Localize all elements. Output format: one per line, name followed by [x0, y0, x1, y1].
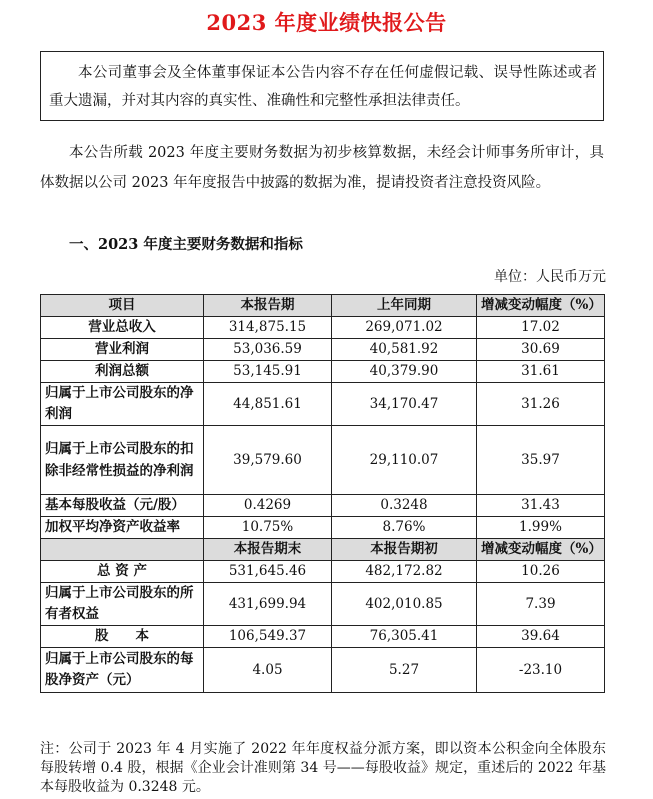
- table-row: [41, 648, 605, 693]
- header-cell: [41, 539, 204, 561]
- change-value: 31.26: [477, 383, 605, 426]
- change-value: 31.43: [477, 495, 605, 517]
- prior-value: 40,379.90: [332, 361, 477, 383]
- current-value: 53,036.59: [204, 339, 332, 361]
- page-title: 2023 年度业绩快报公告: [206, 10, 447, 35]
- table-row: [41, 426, 605, 495]
- prior-value: 8.76%: [332, 517, 477, 539]
- header-cell: 本报告期: [204, 295, 332, 317]
- change-value: 10.26: [477, 561, 605, 583]
- change-value: 17.02: [477, 317, 605, 339]
- change-value: 1.99%: [477, 517, 605, 539]
- table-row: [41, 583, 605, 626]
- header-cell: 上年同期: [332, 295, 477, 317]
- row-label: 利润总额: [41, 361, 204, 383]
- financial-data-table: [40, 294, 605, 693]
- row-label: 归属于上市公司股东的所有者权益: [41, 583, 204, 626]
- prior-value: 34,170.47: [332, 383, 477, 426]
- prior-value: 0.3248: [332, 495, 477, 517]
- current-value: 431,699.94: [204, 583, 332, 626]
- row-label: 加权平均净资产收益率: [41, 517, 204, 539]
- table-row: [41, 383, 605, 426]
- section-heading: 一、2023 年度主要财务数据和指标: [69, 236, 303, 253]
- current-value: 4.05: [204, 648, 332, 693]
- change-value: 31.61: [477, 361, 605, 383]
- row-label: 营业利润: [41, 339, 204, 361]
- current-value: 314,875.15: [204, 317, 332, 339]
- header-cell: 本报告期末: [204, 539, 332, 561]
- row-label: 基本每股收益（元/股）: [41, 495, 204, 517]
- current-value: 531,645.46: [204, 561, 332, 583]
- intro-paragraph: 本公告所载 2023 年度主要财务数据为初步核算数据，未经会计师事务所审计，具体数据以公司 2023 年年度报告中披露的数据为准，提请投资者注意投资风险。: [40, 145, 604, 191]
- row-label: 归属于上市公司股东的扣除非经常性损益的净利润: [41, 426, 204, 495]
- table-header-row: [41, 295, 605, 317]
- disclaimer-box: 本公司董事会及全体董事保证本公告内容不存在任何虚假记载、误导性陈述或者重大遗漏，并对其内容的真实性、准确性和完整性承担法律责任。: [40, 51, 604, 121]
- header-cell: 本报告期初: [332, 539, 477, 561]
- prior-value: 269,071.02: [332, 317, 477, 339]
- current-value: 106,549.37: [204, 626, 332, 648]
- table-row: [41, 361, 605, 383]
- prior-value: 482,172.82: [332, 561, 477, 583]
- header-cell: 增减变动幅度（%）: [477, 295, 605, 317]
- unit-label: 单位：人民币万元: [494, 269, 606, 285]
- row-label: 营业总收入: [41, 317, 204, 339]
- prior-value: 5.27: [332, 648, 477, 693]
- change-value: 39.64: [477, 626, 605, 648]
- prior-value: 29,110.07: [332, 426, 477, 495]
- table-row: [41, 517, 605, 539]
- row-label: 总 资 产: [41, 561, 204, 583]
- table-row: [41, 339, 605, 361]
- prior-value: 402,010.85: [332, 583, 477, 626]
- header-cell: 项目: [41, 295, 204, 317]
- change-value: 30.69: [477, 339, 605, 361]
- table-row: [41, 561, 605, 583]
- current-value: 44,851.61: [204, 383, 332, 426]
- current-value: 0.4269: [204, 495, 332, 517]
- header-cell: 增减变动幅度（%）: [477, 539, 605, 561]
- prior-value: 76,305.41: [332, 626, 477, 648]
- prior-value: 40,581.92: [332, 339, 477, 361]
- row-label: 股 本: [41, 626, 204, 648]
- change-value: 35.97: [477, 426, 605, 495]
- change-value: 7.39: [477, 583, 605, 626]
- current-value: 10.75%: [204, 517, 332, 539]
- current-value: 53,145.91: [204, 361, 332, 383]
- table-row: [41, 626, 605, 648]
- footnote: 注：公司于 2023 年 4 月实施了 2022 年年度权益分派方案，即以资本公积金向全体股东每股转增 0.4 股，根据《企业会计准则第 34 号——每股收益》规定，重述后的 2022 年基本每股收益为 0.3248 元。: [40, 741, 606, 795]
- table-row: [41, 495, 605, 517]
- table-row: [41, 317, 605, 339]
- row-label: 归属于上市公司股东的净利润: [41, 383, 204, 426]
- table-subheader-row: [41, 539, 605, 561]
- change-value: -23.10: [477, 648, 605, 693]
- row-label: 归属于上市公司股东的每股净资产（元）: [41, 648, 204, 693]
- current-value: 39,579.60: [204, 426, 332, 495]
